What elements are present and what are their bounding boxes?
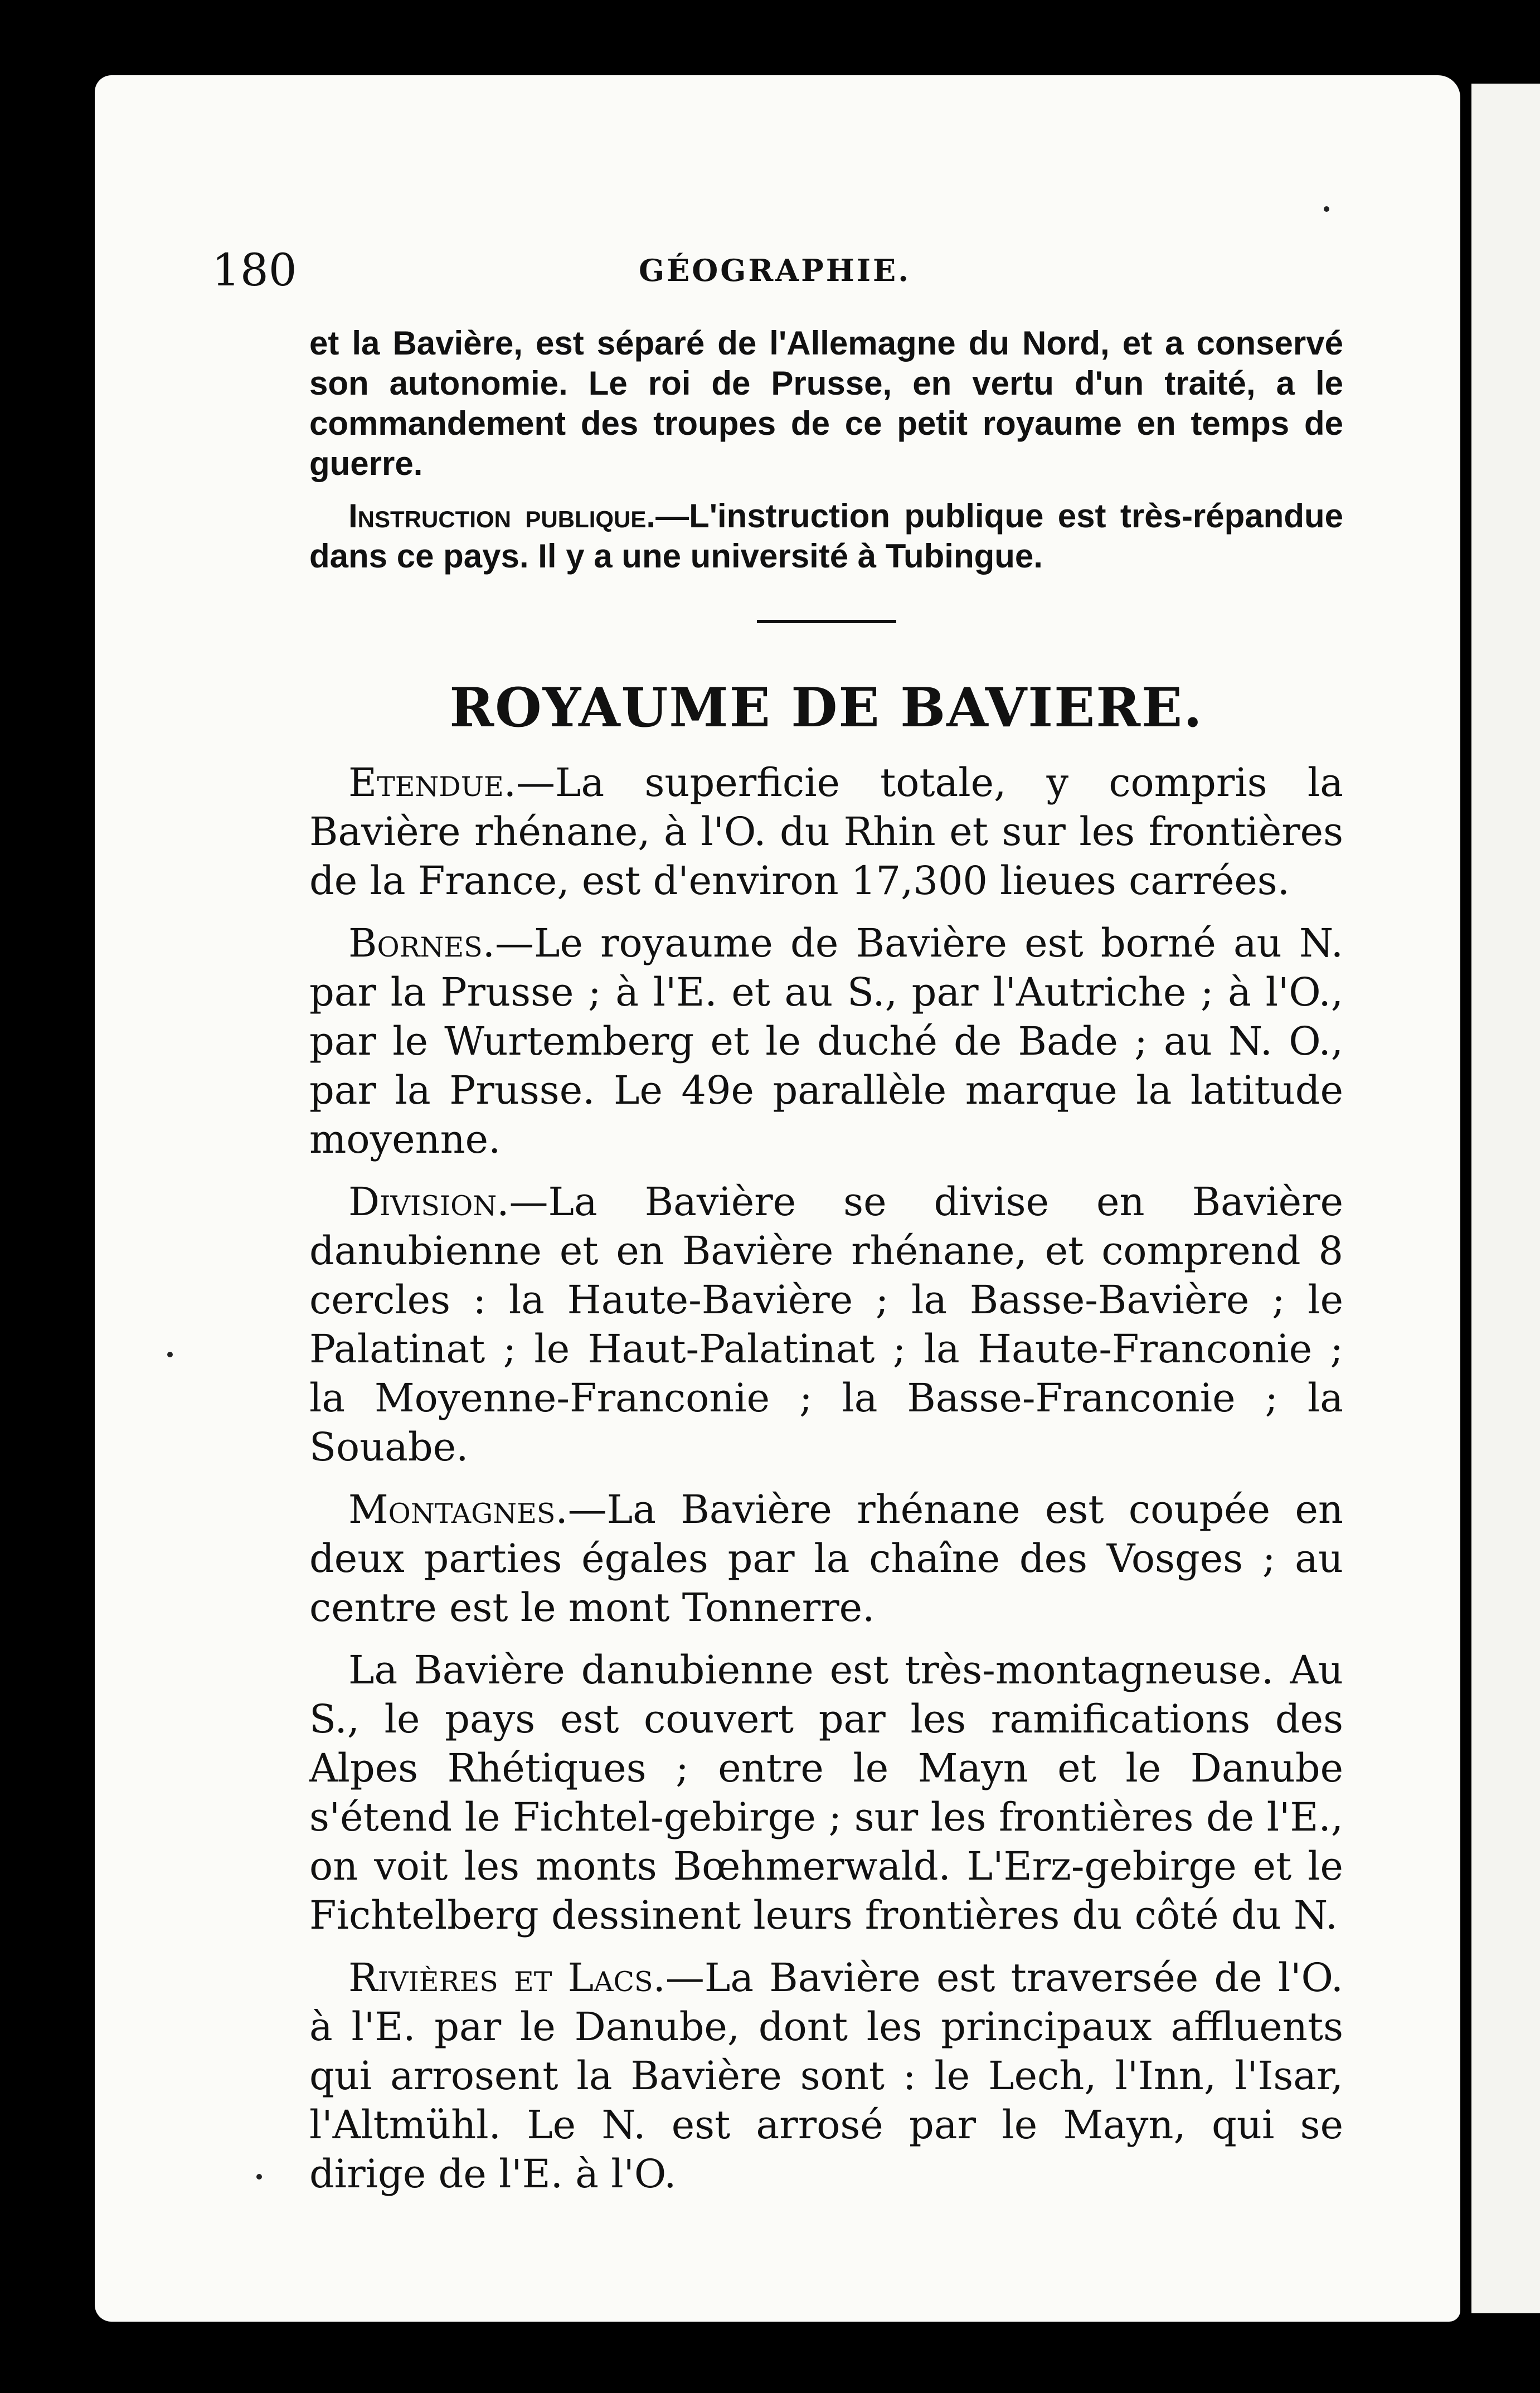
- paragraph-rivieres: [309, 1953, 1343, 2198]
- paragraph-bornes: [309, 919, 1343, 1164]
- speck: [1324, 206, 1329, 212]
- section-body: [309, 758, 1343, 2198]
- intro-block: [309, 323, 1343, 576]
- page-number: 180: [212, 244, 297, 296]
- paragraph-label: Montagnes.: [348, 1487, 568, 1532]
- paragraph-label: Division.: [348, 1179, 509, 1225]
- instruction-paragraph: [309, 496, 1343, 576]
- paragraph-bavière-danubienne: [309, 1646, 1343, 1940]
- paragraph-etendue: [309, 758, 1343, 905]
- paragraph-montagnes: [309, 1485, 1343, 1632]
- speck: [256, 2174, 262, 2180]
- paragraph-text: —La superficie totale, y compris la Bavière rhénane, à l'O. du Rhin et sur les frontières de la France, est d'environ 17,300 lieues carrées.: [309, 760, 1343, 904]
- speck: [167, 1352, 173, 1357]
- paragraph-label: Rivières et Lacs.: [348, 1955, 665, 2001]
- paragraph-text: La Bavière danubienne est très-montagneuse. Au S., le pays est couvert par les ramifications des Alpes Rhétiques ; entre le Mayn et le Danube s'étend le Fichtel-gebirge ; sur les frontières de l'E., on voit les monts Bœhmerwald. L'Erz-gebirge et le Fichtelberg dessinent leurs frontières du côté du N.: [309, 1647, 1343, 1938]
- page-content: [309, 323, 1343, 2212]
- paragraph-text: —La Bavière est traversée de l'O. à l'E. par le Danube, dont les principaux affluents qui arrosent la Bavière sont : le Lech, l'Inn, l'Isar, l'Altmühl. Le N. est arrosé par le Mayn, qui se dirige de l'E. à l'O.: [309, 1955, 1344, 2197]
- running-title: GÉOGRAPHIE.: [638, 253, 911, 288]
- instruction-text: —L'instruction publique est très-répandue dans ce pays. Il y a une université à Tubingue.: [309, 497, 1343, 575]
- paragraph-text: —Le royaume de Bavière est borné au N. par la Prusse ; à l'E. et au S., par l'Autriche ; à l'O., par le Wurtemberg et le duché de Bade ; au N. O., par la Prusse. Le 49e parallèle marque la latitude moyenne.: [309, 920, 1343, 1162]
- paragraph-text: —La Bavière rhénane est coupée en deux parties égales par la chaîne des Vosges ; au centre est le mont Tonnerre.: [309, 1487, 1343, 1630]
- paragraph-text: —La Bavière se divise en Bavière danubienne et en Bavière rhénane, et comprend 8 cercles : la Haute-Bavière ; la Basse-Bavière ; le Palatinat ; le Haut-Palatinat ; la Haute-Franconie ; la Moyenne-Franconie ; la Basse-Franconie ; la Souabe.: [309, 1179, 1343, 1470]
- paragraph-division: [309, 1177, 1343, 1472]
- intro-paragraph: et la Bavière, est séparé de l'Allemagne du Nord, et a conservé son autonomie. Le roi de Prusse, en vertu d'un traité, a le commandement des troupes de ce petit royaume en temps de guerre.: [309, 324, 1343, 482]
- paragraph-label: Bornes.: [348, 920, 495, 966]
- paragraph-label: Etendue.: [348, 760, 517, 805]
- section-divider: [757, 620, 896, 623]
- adjacent-page-edge: [1471, 84, 1540, 2313]
- section-title: ROYAUME DE BAVIERE.: [449, 676, 1203, 739]
- instruction-label: Instruction publique.: [348, 497, 656, 535]
- page-header: [212, 231, 1338, 309]
